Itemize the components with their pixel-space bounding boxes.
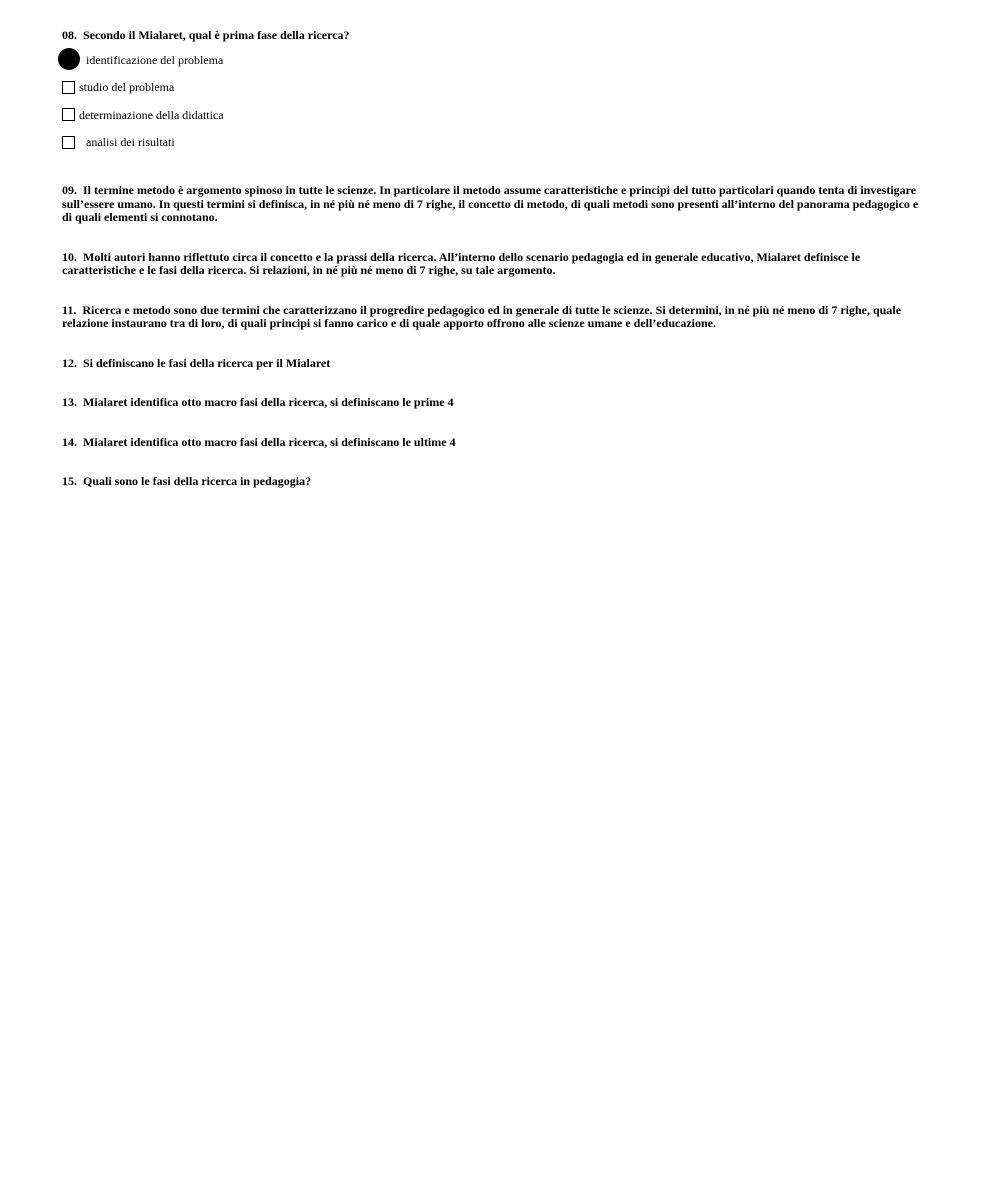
question-15-number: 15. xyxy=(62,474,77,488)
question-09 xyxy=(62,184,922,225)
option-analisi-dei-risultati[interactable] xyxy=(62,129,922,157)
question-14 xyxy=(62,436,922,450)
question-11-text-block xyxy=(62,304,922,331)
option-identificazione-del-problema[interactable] xyxy=(62,46,922,74)
question-09-text-block xyxy=(62,184,922,225)
question-09-number: 09. xyxy=(62,183,77,197)
question-14-text: Mialaret identifica otto macro fasi della ricerca, si definiscano le ultime 4 xyxy=(83,434,456,449)
question-14-text-block xyxy=(62,436,922,450)
option-checkbox[interactable] xyxy=(62,108,75,121)
question-08-options xyxy=(62,46,922,156)
option-label: identificazione del problema xyxy=(86,52,224,67)
question-15 xyxy=(62,475,922,489)
question-11 xyxy=(62,304,922,331)
question-10 xyxy=(62,251,922,278)
question-12-text-block xyxy=(62,357,922,371)
question-13-number: 13. xyxy=(62,395,77,409)
question-12-number: 12. xyxy=(62,355,77,370)
question-10-text-block xyxy=(62,251,922,278)
question-12 xyxy=(62,357,922,371)
question-10-text: Molti autori hanno riflettuto circa il concetto e la prassi della ricerca. All’interno dello scenario pedagogia ed in generale educativo, Mialaret definisce le caratteristiche e le fasi della ricerca. Si relazioni, in né più né meno di 7 righe, su tale argomento. xyxy=(62,249,861,277)
question-12-text: Si definiscano le fasi della ricerca per il Mialaret xyxy=(83,355,331,370)
option-checkbox[interactable] xyxy=(62,136,75,149)
quiz-page xyxy=(62,28,922,501)
option-studio-del-problema[interactable] xyxy=(62,74,922,102)
question-13-text: Mialaret identifica otto macro fasi della ricerca, si definiscano le prime 4 xyxy=(83,395,454,409)
question-15-text: Quali sono le fasi della ricerca in pedagogia? xyxy=(83,474,312,488)
question-08-number: 08. xyxy=(62,28,77,42)
option-label: determinazione della didattica xyxy=(79,107,224,122)
question-08-text: Secondo il Mialaret, qual è prima fase della ricerca? xyxy=(83,28,350,42)
option-determinazione-della-didattica[interactable] xyxy=(62,101,922,129)
question-13 xyxy=(62,396,922,410)
question-11-text: Ricerca e metodo sono due termini che caratterizzano il progredire pedagogico ed in generale di tutte le scienze. Si determini, in né più né meno di 7 righe, quale relazione instaurano tra di loro, di quali principi si fanno carico e di quale apporto offrono alle scienze umane e dell’educazione. xyxy=(62,302,902,330)
question-08-title xyxy=(62,28,922,42)
question-10-number: 10. xyxy=(62,249,77,264)
option-label: analisi dei risultati xyxy=(86,135,175,150)
option-checkbox[interactable] xyxy=(62,81,75,94)
question-11-number: 11. xyxy=(62,302,77,317)
question-08 xyxy=(62,28,922,156)
selected-mark-icon xyxy=(58,48,80,70)
question-13-text-block xyxy=(62,396,922,410)
option-label: studio del problema xyxy=(79,80,175,95)
question-15-text-block xyxy=(62,475,922,489)
question-14-number: 14. xyxy=(62,434,77,449)
question-09-text: Il termine metodo è argomento spinoso in tutte le scienze. In particolare il metodo assume caratteristiche e principi del tutto particolari quando tenta di investigare sull’essere umano. In questi termini si definisca, in né più né meno di 7 righe, il concetto di metodo, di quali metodi sono presenti all’interno del panorama pedagogico e di quali elementi si connotano. xyxy=(62,183,919,224)
